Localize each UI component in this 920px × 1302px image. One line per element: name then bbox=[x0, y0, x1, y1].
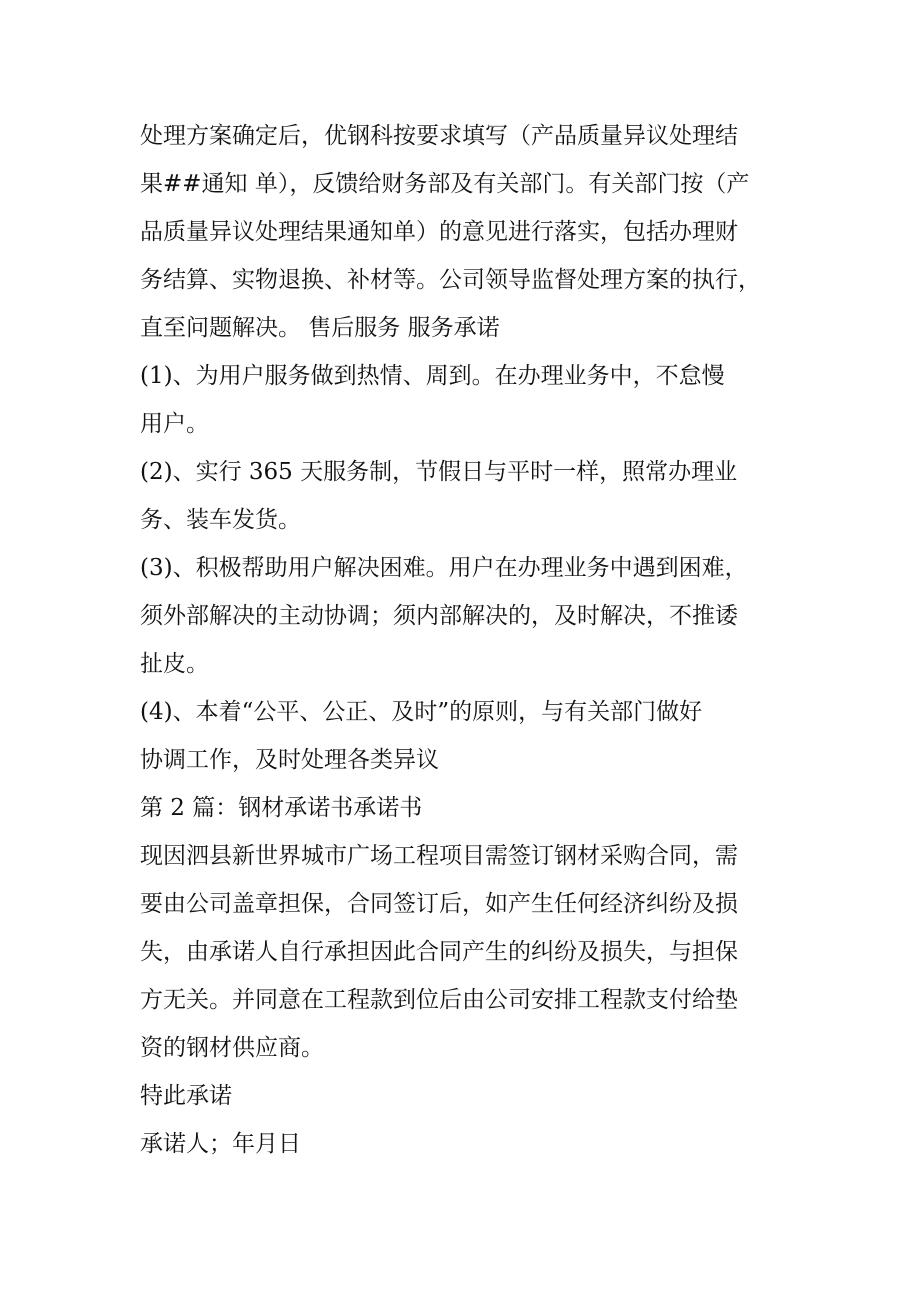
text-line: 品质量异议处理结果通知单）的意见进行落实，包括办理财 bbox=[140, 219, 738, 245]
commitment-item-1 bbox=[140, 352, 790, 448]
commitment-item-4 bbox=[140, 688, 790, 784]
closing-statement bbox=[140, 1072, 790, 1120]
text-line: (3)、积极帮助用户解决困难。用户在办理业务中遇到困难， bbox=[140, 555, 748, 581]
text-line: 处理方案确定后，优钢科按要求填写（产品质量异议处理结 bbox=[140, 123, 738, 149]
signature-line bbox=[140, 1120, 790, 1168]
text-line: 须外部解决的主动协调；须内部解决的，及时解决，不推诿 bbox=[140, 603, 738, 629]
text-line: 扯皮。 bbox=[140, 651, 209, 677]
text-line: 用户。 bbox=[140, 411, 209, 437]
text-line: 务结算、实物退换、补材等。公司领导监督处理方案的执行， bbox=[140, 267, 761, 293]
section-heading bbox=[140, 784, 790, 832]
text-line: (4)、本着“公平、公正、及时”的原则，与有关部门做好 bbox=[140, 699, 703, 725]
text-line: 方无关。并同意在工程款到位后由公司安排工程款支付给垫 bbox=[140, 987, 738, 1013]
commitment-item-3 bbox=[140, 544, 790, 688]
paragraph-guarantee bbox=[140, 832, 790, 1072]
text-line: 失，由承诺人自行承担因此合同产生的纠纷及损失，与担保 bbox=[140, 939, 738, 965]
text-line: 资的钢材供应商。 bbox=[140, 1035, 324, 1061]
text-line: 承诺人；年月日 bbox=[140, 1131, 301, 1157]
paragraph-process-result bbox=[140, 112, 790, 352]
text-line: 特此承诺 bbox=[140, 1083, 232, 1109]
text-line: 协调工作，及时处理各类异议 bbox=[140, 747, 439, 773]
document-body bbox=[140, 112, 790, 1168]
text-line: 果##通知 单），反馈给财务部及有关部门。有关部门按（产 bbox=[140, 171, 750, 197]
text-line: 要由公司盖章担保，合同签订后，如产生任何经济纠纷及损 bbox=[140, 891, 738, 917]
commitment-item-2 bbox=[140, 448, 790, 544]
text-line: 直至问题解决。 售后服务 服务承诺 bbox=[140, 315, 500, 341]
text-line: 现因泗县新世界城市广场工程项目需签订钢材采购合同，需 bbox=[140, 843, 738, 869]
text-line: 第 2 篇：钢材承诺书承诺书 bbox=[140, 795, 423, 821]
text-line: (1)、为用户服务做到热情、周到。在办理业务中，不怠慢 bbox=[140, 363, 725, 389]
text-line: 务、装车发货。 bbox=[140, 507, 301, 533]
text-line: (2)、实行 365 天服务制，节假日与平时一样，照常办理业 bbox=[140, 459, 738, 485]
